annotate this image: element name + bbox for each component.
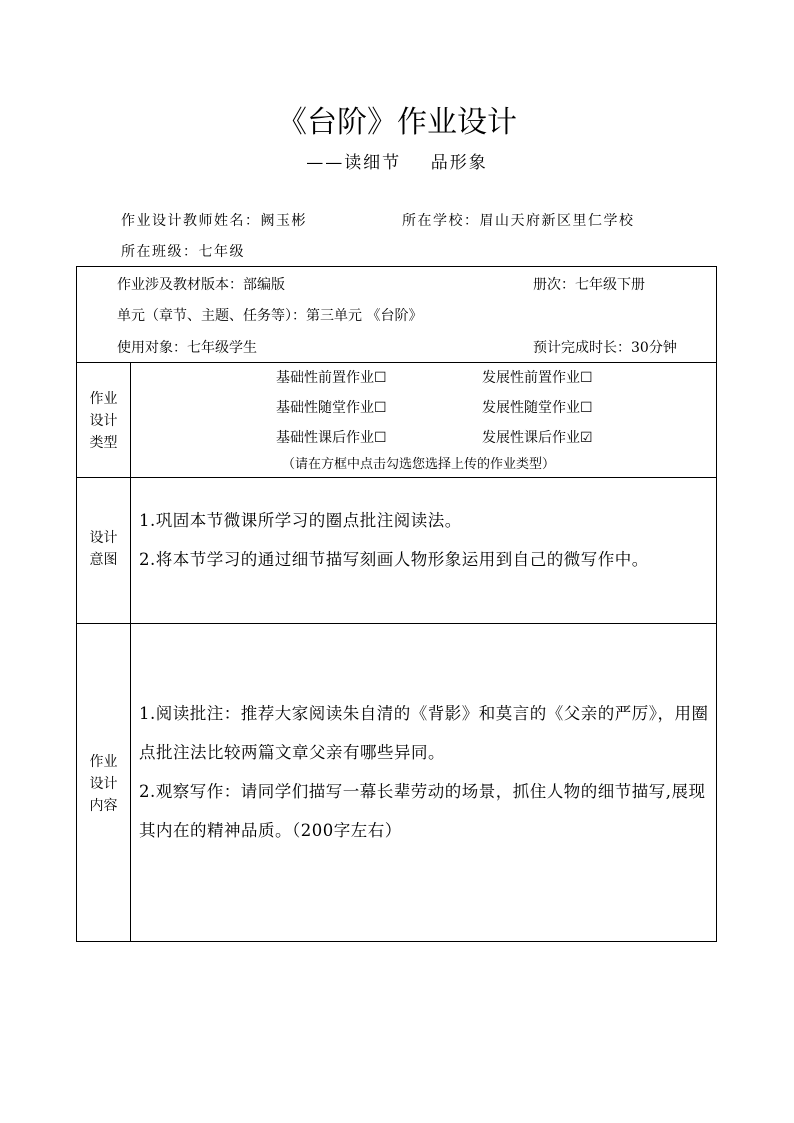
row-divider <box>77 623 716 624</box>
checkbox-icon[interactable]: ☐ <box>374 430 387 446</box>
intent-section-label: 设计 意图 <box>89 530 118 568</box>
content-item: 2.观察写作：请同学们描写一幕长辈劳动的场景，抓住人物的细节描写,展现其内在的精神品质。（200字左右） <box>139 782 706 840</box>
content-item: 1.阅读批注：推荐大家阅读朱自清的《背影》和莫言的《父亲的严厉》，用圈点批注法比较两篇文章父亲有哪些异同。 <box>139 704 709 762</box>
intent-item: 1.巩固本节微课所学习的圈点批注阅读法。 <box>139 511 462 530</box>
row-divider <box>77 362 716 363</box>
option-dev-after[interactable]: 发展性课后作业☑ <box>482 430 593 446</box>
option-basic-pre[interactable]: 基础性前置作业☐ <box>276 370 387 386</box>
content-text <box>139 694 711 850</box>
class-grade: 所在班级：七年级 <box>121 244 245 260</box>
option-dev-pre[interactable]: 发展性前置作业☐ <box>482 370 593 386</box>
volume: 册次：七年级下册 <box>533 277 645 293</box>
unit-info: 单元（章节、主题、任务等）：第三单元 《台阶》 <box>117 308 423 324</box>
row-divider <box>77 477 716 478</box>
checkbox-icon[interactable]: ☐ <box>374 400 387 416</box>
document-title: 《台阶》作业设计 <box>277 105 517 140</box>
column-divider <box>130 362 131 942</box>
intent-text <box>139 501 711 579</box>
option-basic-after[interactable]: 基础性课后作业☐ <box>276 430 387 446</box>
option-basic-class[interactable]: 基础性随堂作业☐ <box>276 400 387 416</box>
type-section-label: 作业 设计 类型 <box>89 391 118 451</box>
assignment-table <box>76 266 717 942</box>
textbook-version: 作业涉及教材版本：部编版 <box>117 277 285 293</box>
teacher-name: 作业设计教师姓名：阙玉彬 <box>121 213 307 229</box>
document-subtitle: ——读细节 品形象 <box>306 153 488 173</box>
type-note: （请在方框中点击勾选您选择上传的作业类型） <box>282 457 556 472</box>
duration: 预计完成时长：30分钟 <box>533 340 677 356</box>
checkbox-icon[interactable]: ☐ <box>580 370 593 386</box>
content-section-label: 作业 设计 内容 <box>89 754 118 814</box>
checkbox-icon[interactable]: ☐ <box>580 400 593 416</box>
checkbox-icon[interactable]: ☐ <box>374 370 387 386</box>
option-dev-class[interactable]: 发展性随堂作业☐ <box>482 400 593 416</box>
checked-checkbox-icon[interactable]: ☑ <box>580 430 593 446</box>
intent-item: 2.将本节学习的通过细节描写刻画人物形象运用到自己的微写作中。 <box>139 550 649 569</box>
school-name: 所在学校：眉山天府新区里仁学校 <box>402 213 635 229</box>
audience: 使用对象：七年级学生 <box>117 340 257 356</box>
